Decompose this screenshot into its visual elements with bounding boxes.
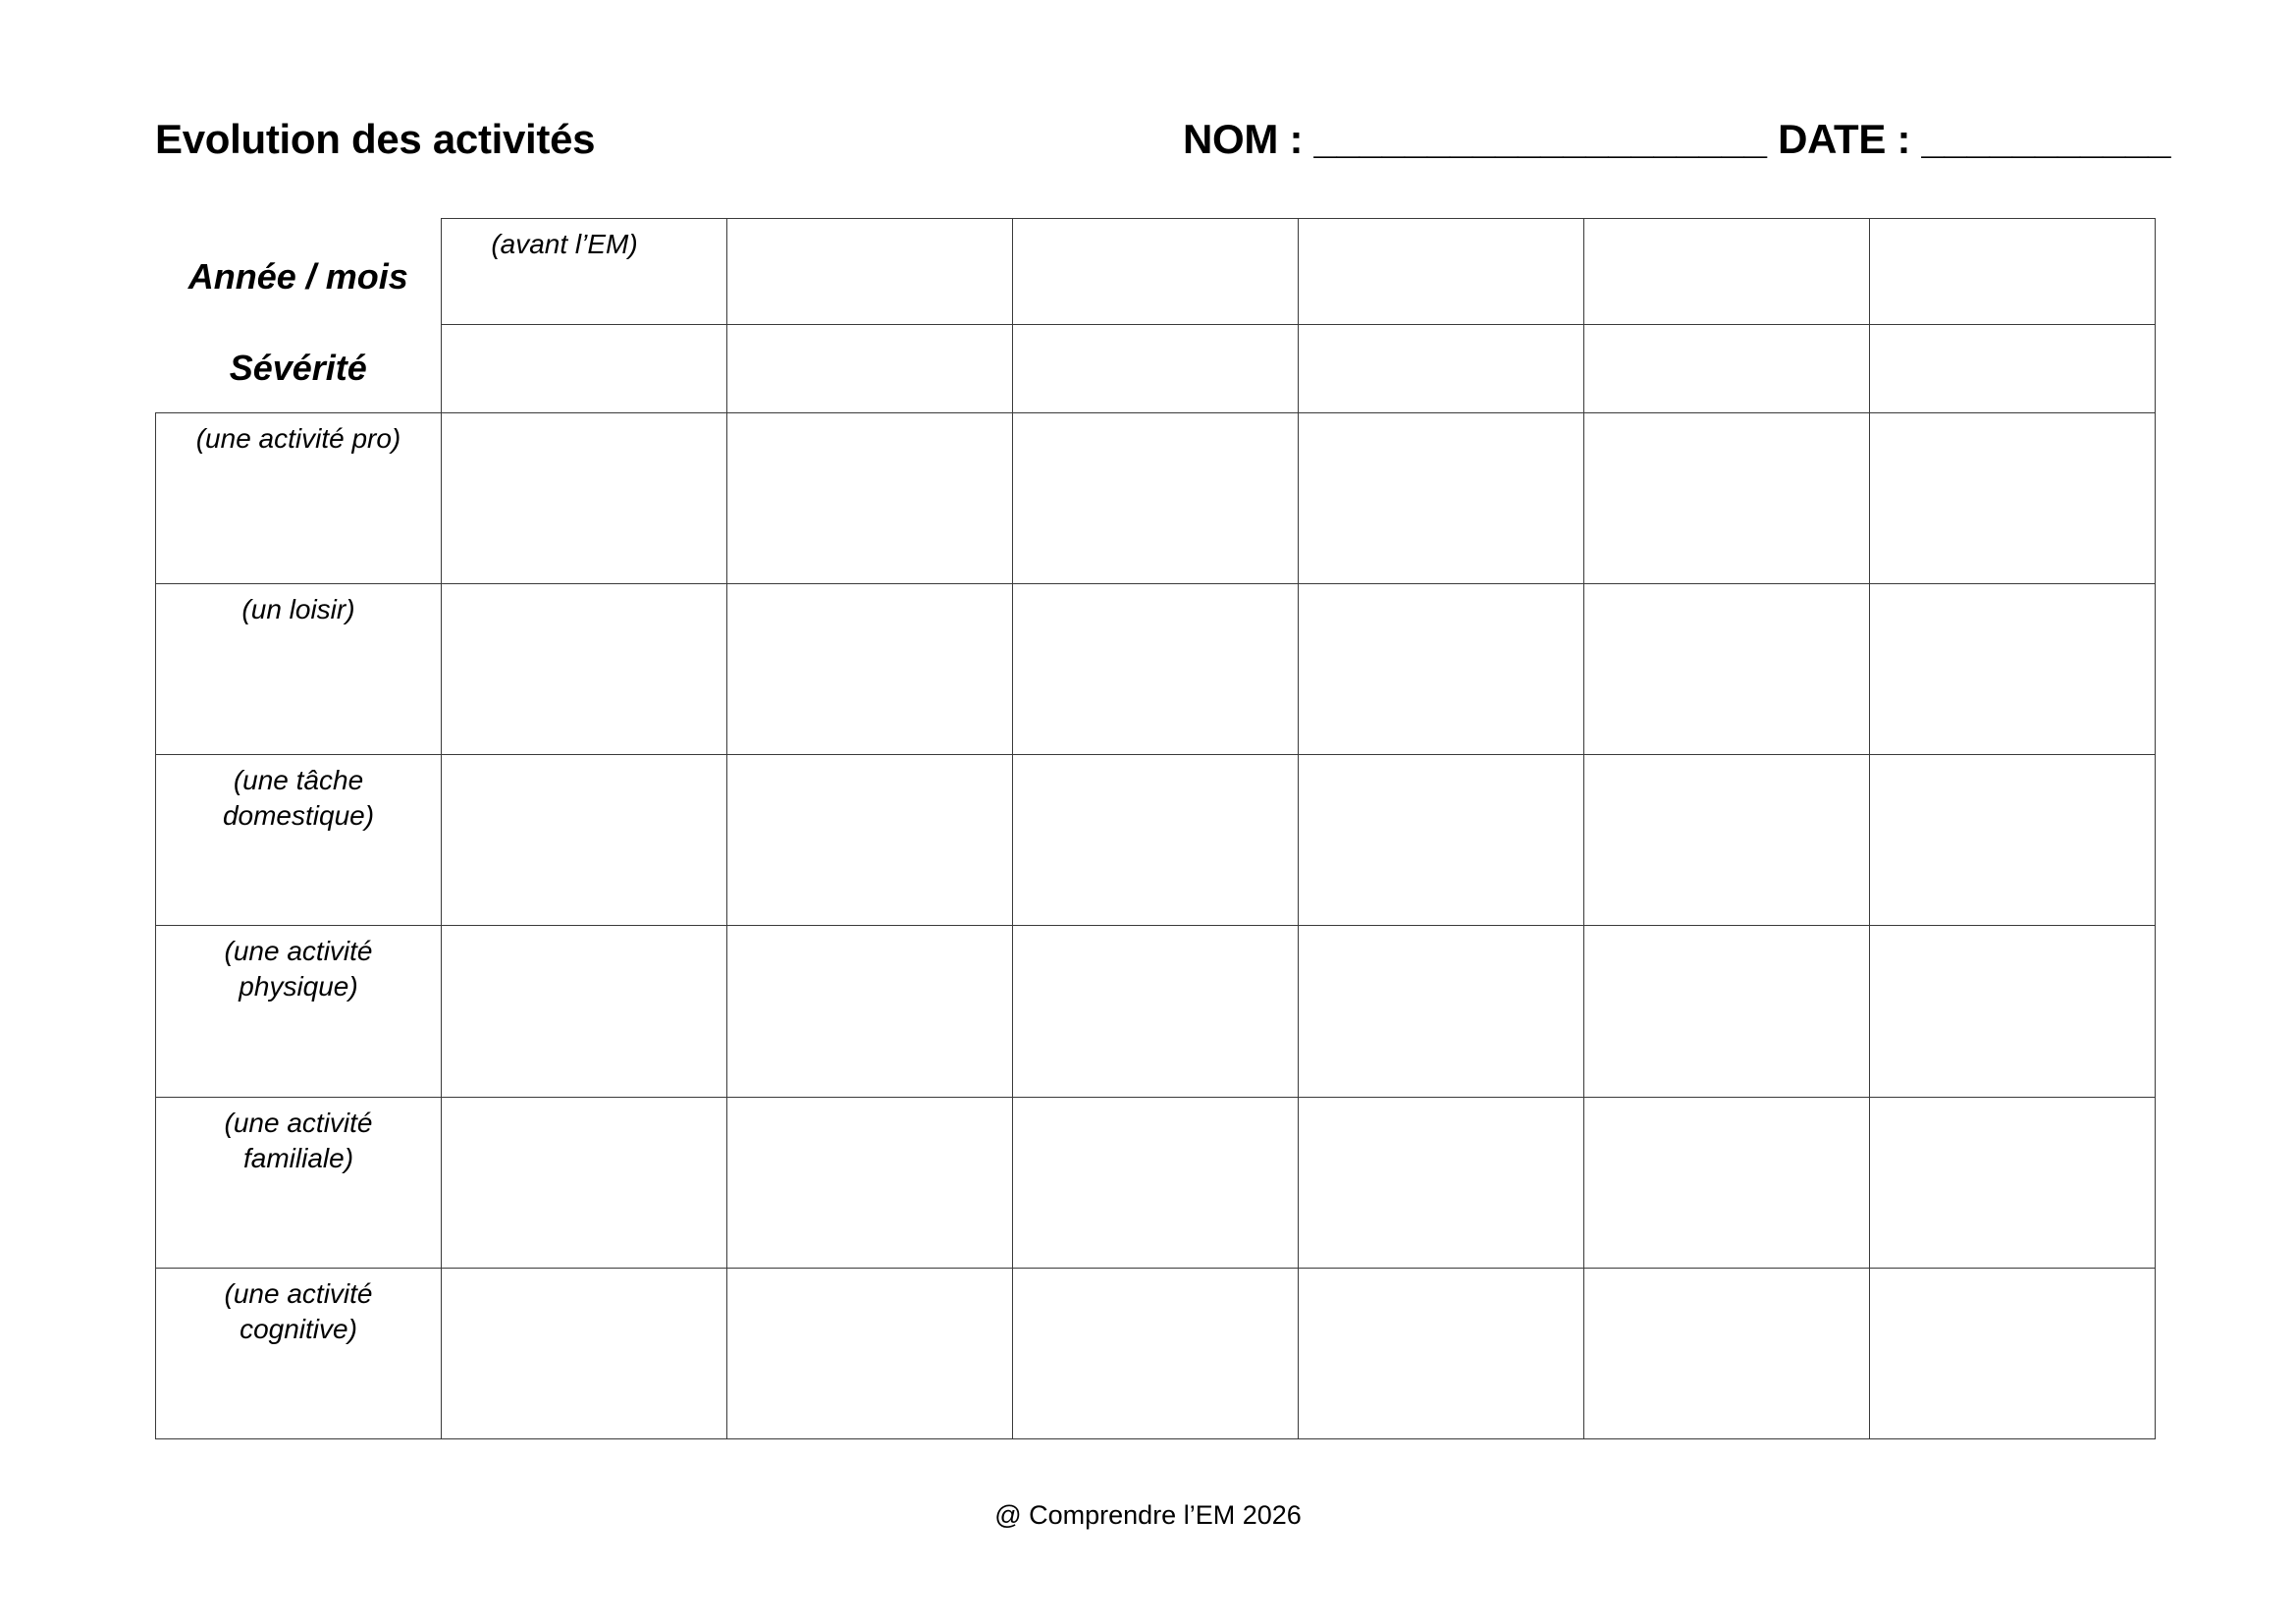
before-ms-label: (avant l’EM) [491,229,638,259]
table-cell[interactable] [1299,755,1584,926]
table-row [156,413,2156,584]
severity-cell[interactable] [1299,325,1584,413]
table-cell[interactable] [1013,1098,1299,1269]
table-cell[interactable] [1584,413,1870,584]
table-cell[interactable] [1584,584,1870,755]
table-cell[interactable] [1870,755,2156,926]
table-cell[interactable] [442,584,727,755]
table-cell[interactable] [727,1098,1013,1269]
activity-label: (une activité familiale) [224,1108,373,1173]
activity-label: (une activité pro) [195,423,401,454]
activity-label-cell [156,1098,442,1269]
table-cell[interactable] [1584,755,1870,926]
activity-label-cell [156,413,442,584]
activity-label: (un loisir) [241,594,355,624]
table-cell[interactable] [727,926,1013,1098]
activity-label: (une activité physique) [224,936,373,1001]
table-cell[interactable] [442,755,727,926]
severity-row [156,325,2156,413]
page-title: Evolution des activités [155,116,596,162]
period-cell[interactable] [1584,219,1870,325]
activity-label: (une tâche domestique) [222,765,375,831]
period-cell[interactable] [1299,219,1584,325]
activity-label-cell [156,1269,442,1439]
table-cell[interactable] [442,926,727,1098]
table-cell[interactable] [442,413,727,584]
table-row [156,1269,2156,1439]
table-cell[interactable] [1870,584,2156,755]
table-row [156,1098,2156,1269]
table-cell[interactable] [1870,1269,2156,1439]
table-cell[interactable] [1584,1269,1870,1439]
table-cell[interactable] [1584,1098,1870,1269]
footer-copyright: @ Comprendre l’EM 2026 [994,1500,1302,1530]
severity-cell[interactable] [1013,325,1299,413]
table-cell[interactable] [1299,1269,1584,1439]
period-cell[interactable] [1870,219,2156,325]
table-cell[interactable] [1299,926,1584,1098]
table-cell[interactable] [1870,1098,2156,1269]
table-cell[interactable] [1299,413,1584,584]
table-cell[interactable] [442,1269,727,1439]
table-cell[interactable] [727,584,1013,755]
table-cell[interactable] [1299,1098,1584,1269]
table-cell[interactable] [1870,413,2156,584]
year-month-label: Année / mois [187,255,408,297]
table-cell[interactable] [1013,584,1299,755]
table-cell[interactable] [727,1269,1013,1439]
severity-header [156,325,442,413]
period-cell[interactable] [727,219,1013,325]
table-cell[interactable] [1013,755,1299,926]
severity-label: Sévérité [229,348,367,389]
table-cell[interactable] [1013,413,1299,584]
table-cell[interactable] [727,755,1013,926]
activity-label: (une activité cognitive) [224,1278,373,1344]
header-fields [1183,116,2170,163]
severity-cell[interactable] [727,325,1013,413]
table-cell[interactable] [1299,584,1584,755]
table-row [156,926,2156,1098]
year-month-row [156,219,2156,325]
table-cell[interactable] [1013,1269,1299,1439]
period-cell[interactable] [1013,219,1299,325]
activities-table [155,218,2156,1439]
table-row [156,755,2156,926]
date-field[interactable]: DATE : ___________ [1778,116,2171,162]
activity-label-cell [156,926,442,1098]
table-cell[interactable] [1013,926,1299,1098]
period-cell[interactable] [442,219,727,325]
severity-cell[interactable] [1584,325,1870,413]
severity-cell[interactable] [1870,325,2156,413]
table-cell[interactable] [1870,926,2156,1098]
severity-cell[interactable] [442,325,727,413]
table-cell[interactable] [442,1098,727,1269]
nom-field[interactable]: NOM : ____________________ [1183,116,1767,162]
table-cell[interactable] [1584,926,1870,1098]
table-row [156,584,2156,755]
table-cell[interactable] [727,413,1013,584]
year-month-header [156,219,442,325]
activity-label-cell [156,755,442,926]
activity-label-cell [156,584,442,755]
